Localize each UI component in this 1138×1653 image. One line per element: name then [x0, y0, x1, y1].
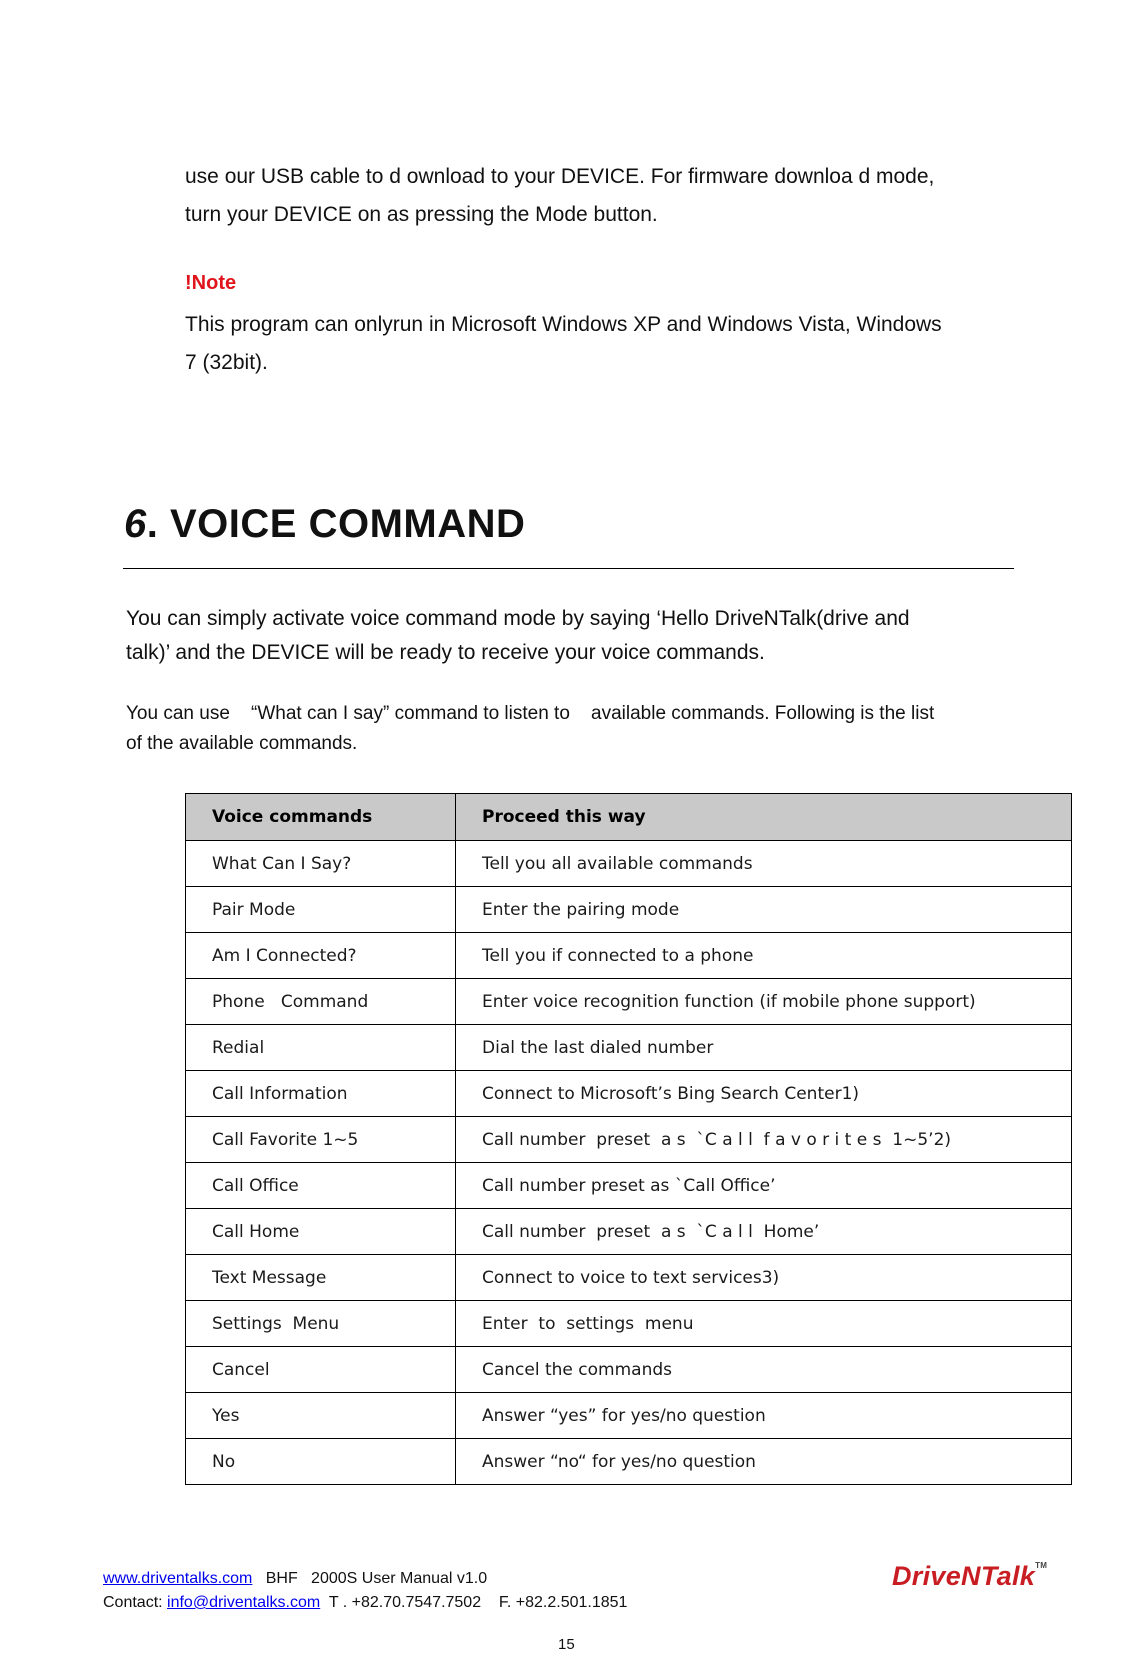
table-row [186, 1025, 1072, 1071]
voice-intro-line-2: talk)’ and the DEVICE will be ready to receive your voice commands. [126, 641, 765, 664]
table-row [186, 933, 1072, 979]
action-cell: Tell you if connected to a phone [456, 933, 1072, 979]
action-cell: Call number preset a s `C a l l Home’ [456, 1209, 1072, 1255]
section-title-text: . VOICE COMMAND [146, 502, 526, 546]
table-row [186, 979, 1072, 1025]
command-cell: Pair Mode [186, 887, 456, 933]
intro-paragraph [185, 158, 1025, 234]
command-cell: Phone Command [186, 979, 456, 1025]
section-heading [124, 502, 525, 547]
command-cell: What Can I Say? [186, 841, 456, 887]
table-row [186, 887, 1072, 933]
commands-intro-line-1: You can use “What can I say” command to listen to available commands. Following is the list [126, 703, 935, 724]
footer-line-2 [103, 1593, 627, 1613]
table-row [186, 1255, 1072, 1301]
commands-intro-line-2: of the available commands. [126, 733, 358, 754]
table-header-row [186, 794, 1072, 841]
action-cell: Dial the last dialed number [456, 1025, 1072, 1071]
note-line-1: This program can onlyrun in Microsoft Windows XP and Windows Vista, Windows [185, 313, 942, 336]
page-number: 15 [558, 1636, 575, 1653]
command-cell: Settings Menu [186, 1301, 456, 1347]
header-voice-commands: Voice commands [186, 794, 456, 841]
action-cell: Connect to voice to text services3) [456, 1255, 1072, 1301]
command-cell: Am I Connected? [186, 933, 456, 979]
command-cell: Call Home [186, 1209, 456, 1255]
action-cell: Answer “yes” for yes/no question [456, 1393, 1072, 1439]
note-line-2: 7 (32bit). [185, 351, 268, 374]
intro-line-2: turn your DEVICE on as pressing the Mode button. [185, 203, 658, 226]
driventalk-logo [892, 1561, 1047, 1592]
contact-label: Contact: [103, 1594, 168, 1611]
action-cell: Tell you all available commands [456, 841, 1072, 887]
email-link[interactable]: info@driventalks.com [167, 1594, 321, 1611]
table-row [186, 1347, 1072, 1393]
logo-text: DriveNTalk [892, 1561, 1036, 1591]
command-cell: Call Information [186, 1071, 456, 1117]
command-cell: Call Favorite 1~5 [186, 1117, 456, 1163]
manual-title: BHF 2000S User Manual v1.0 [252, 1570, 488, 1587]
table-row [186, 1301, 1072, 1347]
contact-phones: T . +82.70.7547.7502 F. +82.2.501.1851 [320, 1594, 628, 1611]
command-cell: Redial [186, 1025, 456, 1071]
command-cell: Yes [186, 1393, 456, 1439]
commands-intro-paragraph [126, 699, 1026, 759]
table-row [186, 1393, 1072, 1439]
action-cell: Enter voice recognition function (if mobile phone support) [456, 979, 1072, 1025]
command-cell: Call Office [186, 1163, 456, 1209]
command-cell: Text Message [186, 1255, 456, 1301]
header-proceed-this-way: Proceed this way [456, 794, 1072, 841]
table-row [186, 1209, 1072, 1255]
command-cell: No [186, 1439, 456, 1485]
action-cell: Enter the pairing mode [456, 887, 1072, 933]
action-cell: Connect to Microsoft’s Bing Search Center1) [456, 1071, 1072, 1117]
section-rule [123, 568, 1014, 569]
voice-intro-line-1: You can simply activate voice command mode by saying ‘Hello DriveNTalk(drive and [126, 607, 910, 630]
action-cell: Answer “no“ for yes/no question [456, 1439, 1072, 1485]
trademark-mark: TM [1035, 1561, 1048, 1570]
note-title: !Note [185, 272, 237, 294]
action-cell: Call number preset as `Call Office’ [456, 1163, 1072, 1209]
table-row [186, 1163, 1072, 1209]
section-number: 6 [124, 502, 147, 546]
table-row [186, 1439, 1072, 1485]
voice-commands-table [185, 793, 1072, 1485]
table-row [186, 841, 1072, 887]
action-cell: Enter to settings menu [456, 1301, 1072, 1347]
action-cell: Cancel the commands [456, 1347, 1072, 1393]
voice-intro-paragraph [126, 602, 1026, 670]
note-body [185, 306, 1025, 382]
website-link[interactable]: www.driventalks.com [103, 1570, 253, 1587]
table-row [186, 1071, 1072, 1117]
footer-line-1 [103, 1569, 487, 1589]
command-cell: Cancel [186, 1347, 456, 1393]
intro-line-1: use our USB cable to d ownload to your DEVICE. For firmware downloa d mode, [185, 165, 935, 188]
action-cell: Call number preset a s `C a l l f a v o r i t e s 1~5’2) [456, 1117, 1072, 1163]
table-row [186, 1117, 1072, 1163]
